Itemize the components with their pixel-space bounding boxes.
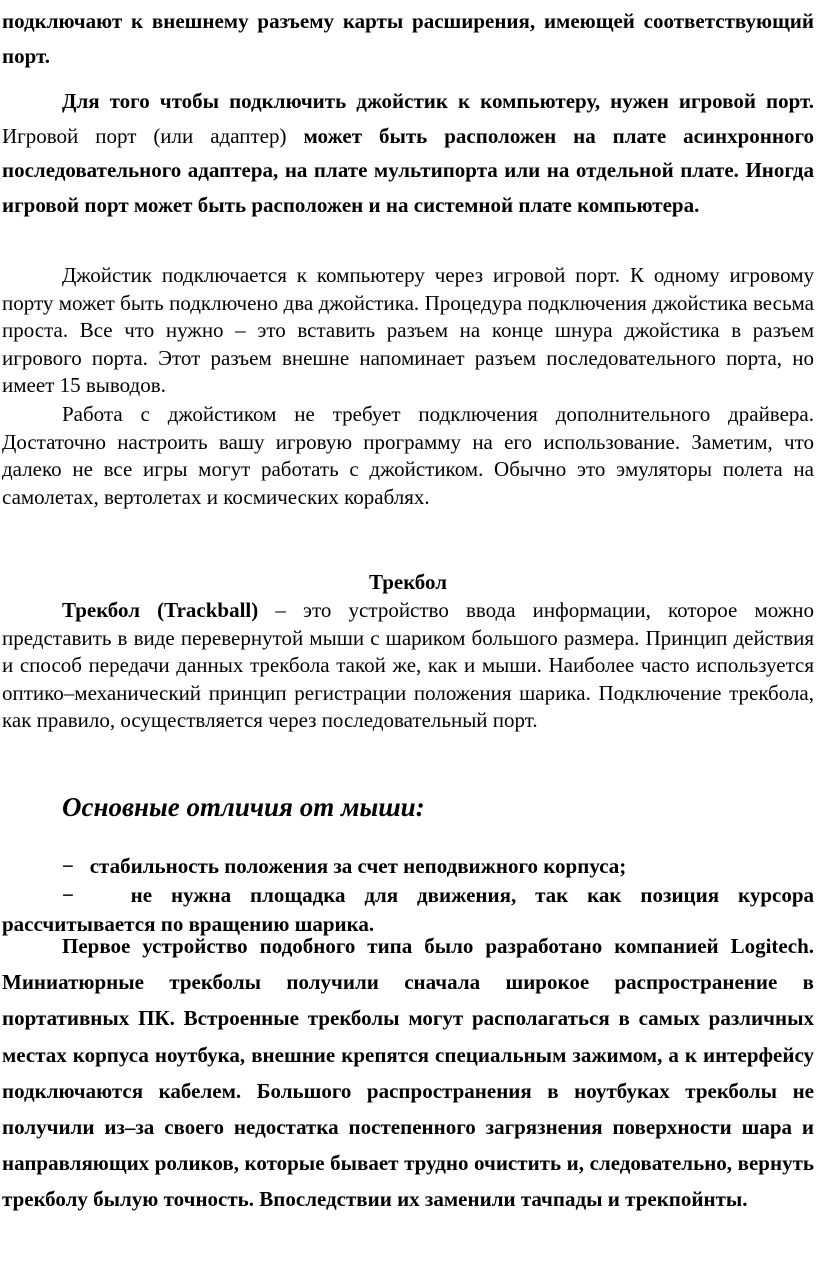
p5-bold-1: Трекбол (Trackball) [62,598,259,622]
paragraph-4: Работа с джойстиком не требует подключения дополнительного драйвера. Достаточно настроить вашу игровую программу на его использование. Заметим, что далеко не все игры могут работать с джойстиком. Обычно это эмуляторы полета на самолетах, вертолетах и космических кораблях. [2,402,814,509]
bullet-item-1 [2,852,814,881]
paragraph-continuation [2,4,814,73]
bullet-list [2,852,814,939]
bullet-text: стабильность положения за счет неподвижного корпуса; [89,854,627,878]
section-title: Трекбол [368,570,447,594]
paragraph-game-port [2,84,814,222]
p2-bold-1: Для того чтобы подключить джойстик к компьютеру, нужен игровой порт. [62,89,814,113]
paragraph-joystick-work [2,401,814,511]
paragraph-5 [2,597,814,735]
bullet-marker: − [62,883,74,907]
bullet-text: не нужна площадка для движения, так как позиция курсора рассчитывается по вращению шарика. [2,883,814,936]
bullet-marker: − [62,854,74,878]
paragraph-6: Первое устройство подобного типа было разработано компанией Logitech. Миниатюрные трекболы получили сначала широкое распространение в портативных ПК. Встроенные трекболы могут располагаться в самых различных местах корпуса ноутбука, внешние крепятся специальным зажимом, а к интерфейсу подключаются кабелем. Большого распространения в ноутбуках трекболы не получили из–за своего недостатка постепенного загрязнения поверхности шара и направляющих роликов, которые бывает трудно очистить и, следовательно, вернуть трекболу былую точность. Впоследствии их заменили тачпады и трекпойнты. [2,934,814,1212]
paragraph-trackball [2,597,814,735]
paragraph-3: Джойстик подключается к компьютеру через игровой порт. К одному игровому порту может быть подключено два джойстика. Процедура подключения джойстика весьма проста. Все что нужно – это вставить разъем на конце шнура джойстика в разъем игрового порта. Этот разъем внешне напоминает разъем последовательного порта, но имеет 15 выводов. [2,263,814,398]
paragraph-1: подключают к внешнему разъему карты расширения, имеющей соответствующий порт. [2,9,814,68]
paragraph-joystick-connect [2,262,814,400]
p5-normal-1: – это устройство ввода информации, которое можно представить в виде перевернутой мыши с шариком большого размера. Принцип действия и способ передачи данных трекбола такой же, как и мыши. Наиболее часто используется оптико–механический принцип регистрации положения шарика. Подключение трекбола, как правило, осуществляется через последовательный порт. [2,598,814,733]
paragraph-history [2,928,814,1218]
p2-bold-2: может быть расположен на плате асинхронного последовательного адаптера, на плате мультипорта или на отдельной плате. Иногда игровой порт может быть расположен и на системной плате компьютера. [2,123,814,217]
p2-normal-1: Игровой порт (или адаптер) [2,123,304,148]
paragraph-2 [2,84,814,222]
section-title-block [2,568,814,596]
heading-differences-block [2,792,814,823]
heading-differences: Основные отличия от мыши: [62,792,425,822]
